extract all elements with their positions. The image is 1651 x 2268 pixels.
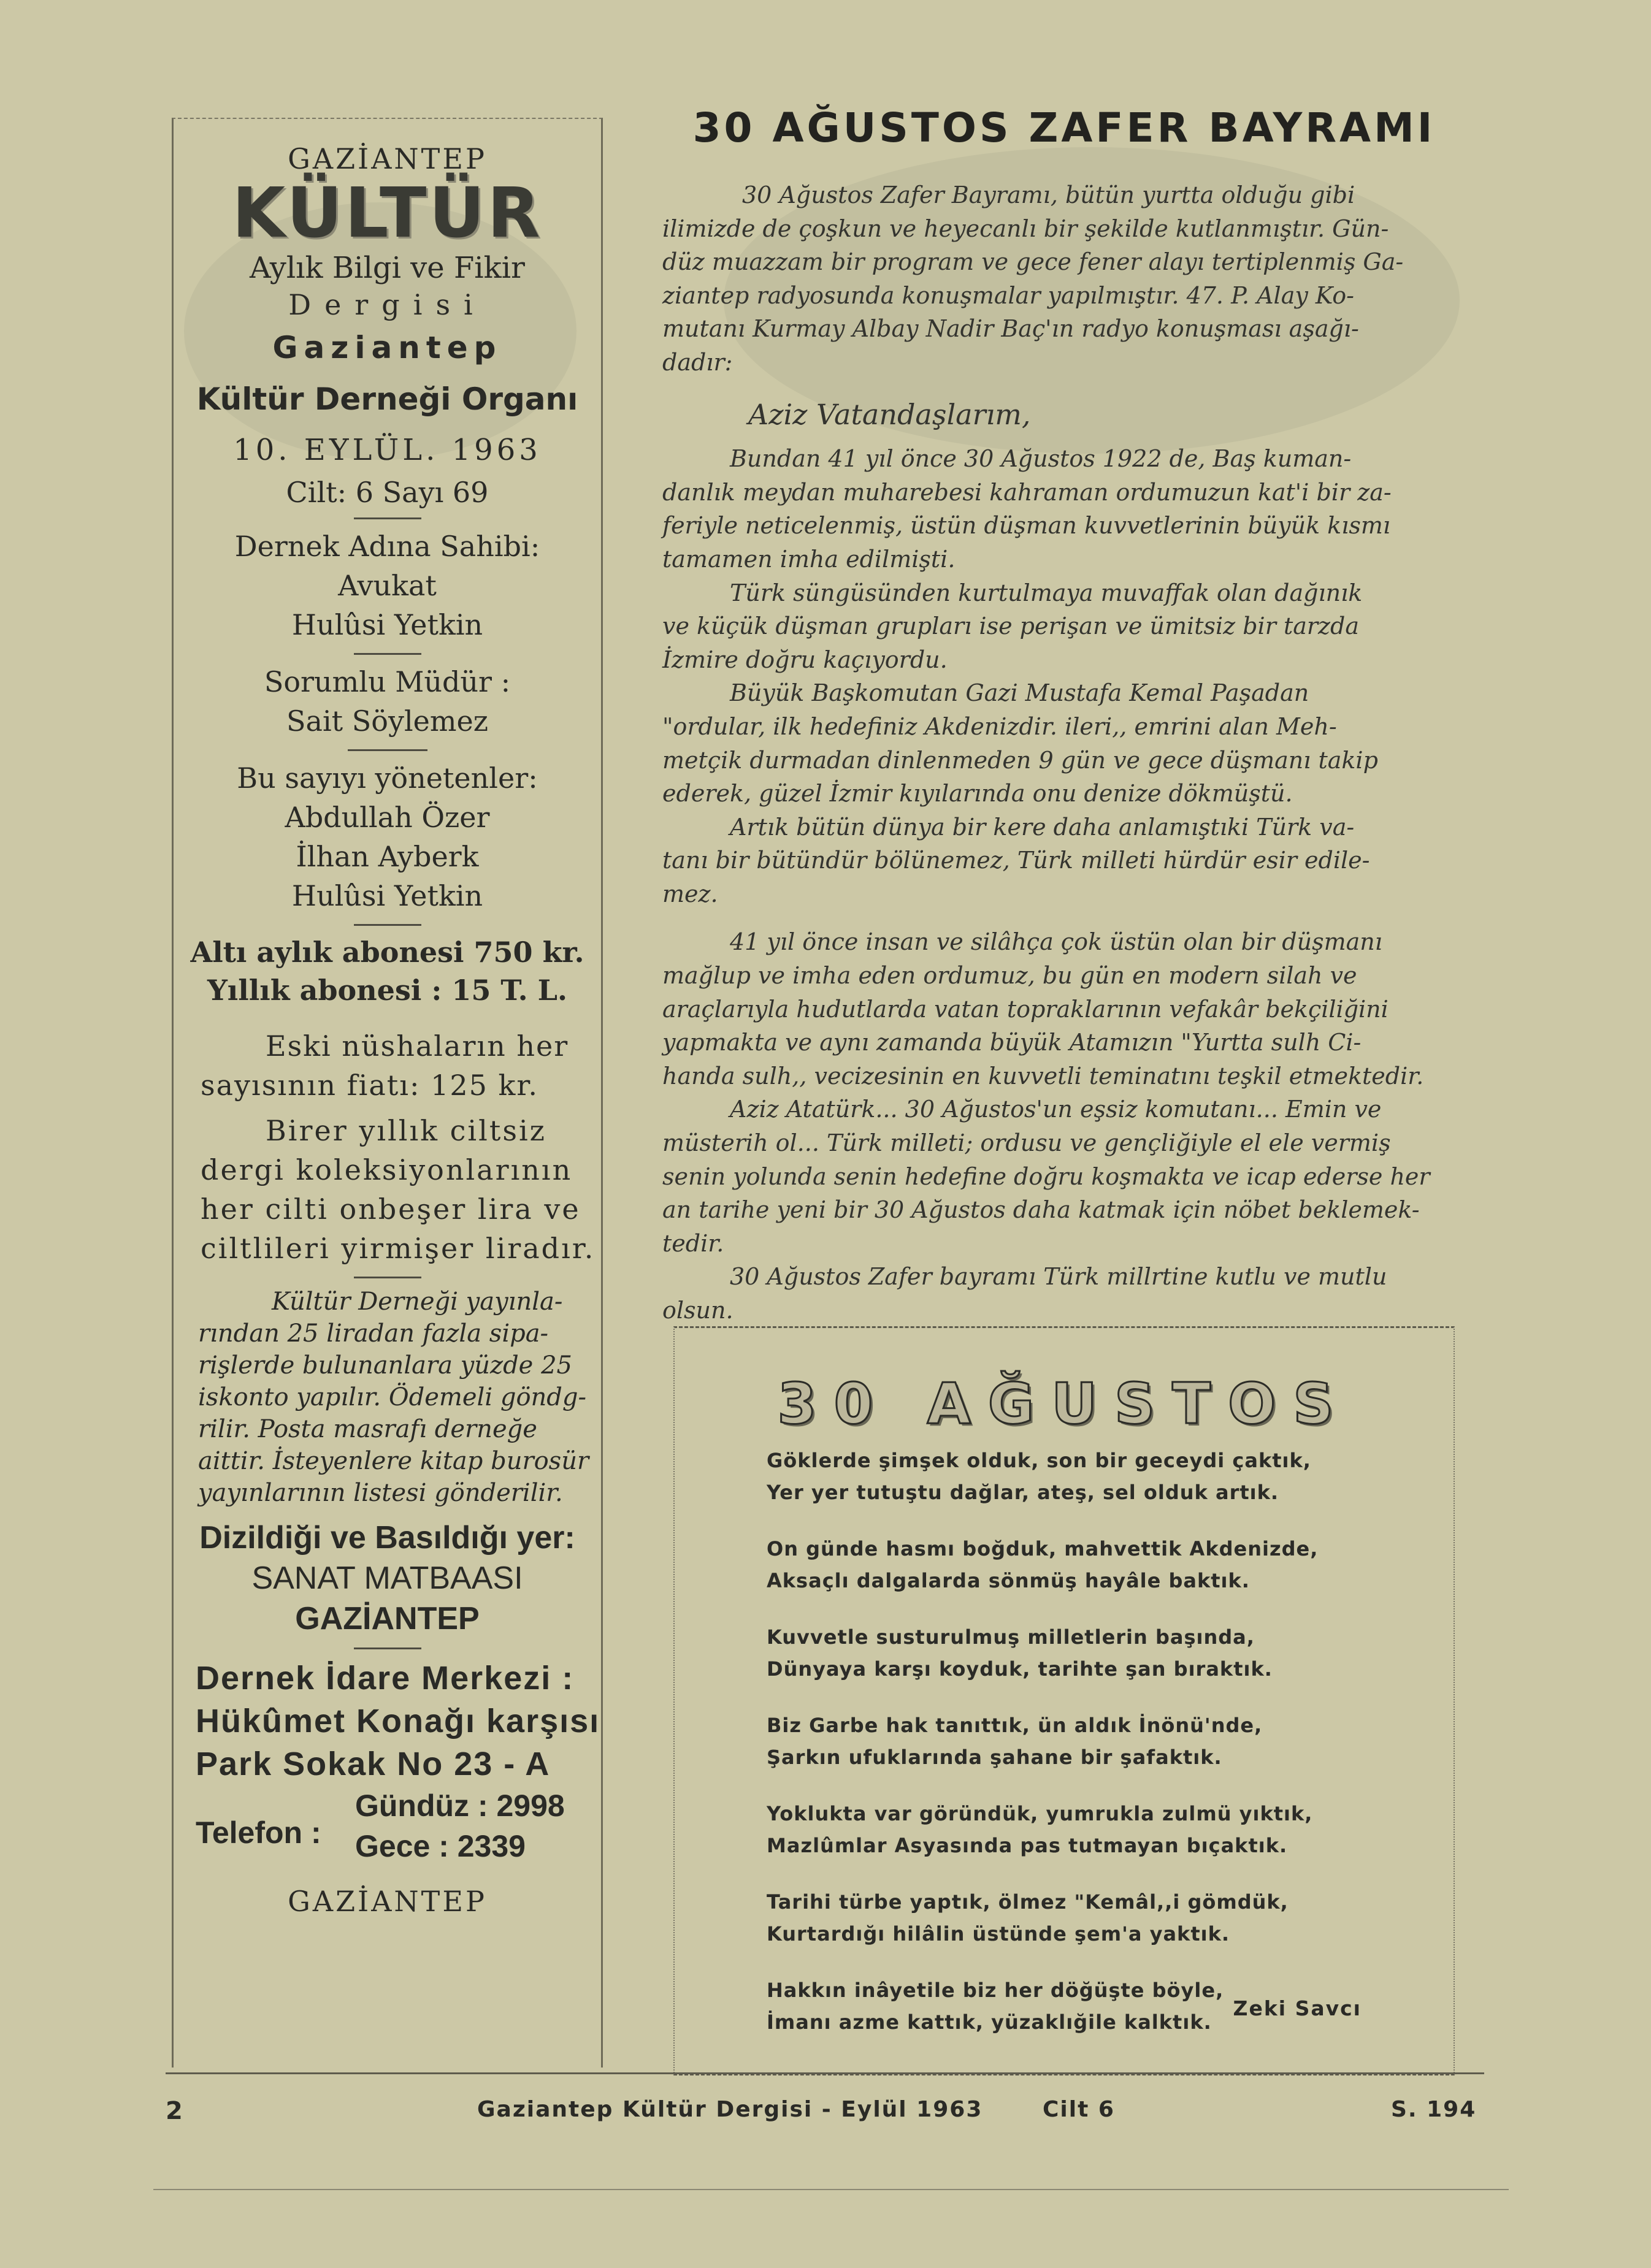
poem-box <box>673 1326 1455 2075</box>
masthead-column <box>172 118 603 2068</box>
divider <box>354 924 421 926</box>
subscription-6-months: Altı aylık abonesi 750 kr. <box>190 936 584 969</box>
page-number: 2 <box>166 2097 184 2125</box>
subscription-yearly: Yıllık abonesi : 15 T. L. <box>207 974 568 1007</box>
article-line: danlık meydan muharebesi kahraman ordumuzun kat'i bir za- <box>662 478 1392 506</box>
article-line: dadır: <box>662 348 733 376</box>
divider <box>354 653 421 655</box>
article-line: ederek, güzel İzmir kıyılarında onu denize dökmüştü. <box>662 780 1293 808</box>
poem-line: Mazlûmlar Asyasında pas tutmayan bıçaktık. <box>767 1834 1288 1857</box>
poem-title: 30 AĞUSTOS <box>777 1371 1351 1437</box>
divider <box>354 1648 421 1649</box>
article-line: 41 yıl önce insan ve silâhça çok üstün olan bir düşmanı <box>730 928 1382 956</box>
article-line: Büyük Başkomutan Gazi Mustafa Kemal Paşadan <box>730 679 1309 707</box>
footer-divider <box>166 2072 1484 2074</box>
poem-line: Aksaçlı dalgalarda sönmüş hayâle baktık. <box>767 1569 1250 1592</box>
footer-bottom-line <box>153 2189 1509 2190</box>
article-salutation: Aziz Vatandaşlarım, <box>748 397 1031 431</box>
article-line: Bundan 41 yıl önce 30 Ağustos 1922 de, Baş kuman- <box>730 445 1352 473</box>
divider <box>354 517 421 519</box>
editor-name: Hulûsi Yetkin <box>291 879 483 912</box>
article-line: Artık bütün dünya bir kere daha anlamıştıki Türk va- <box>730 813 1355 841</box>
phone-night: Gece : 2339 <box>355 1829 526 1863</box>
publications-note-line: rişlerde bulunanlara yüzde 25 <box>198 1351 572 1380</box>
footer-city: GAZİANTEP <box>288 1885 487 1918</box>
poem-line: İmanı azme kattık, yüzaklığile kalktık. <box>767 2010 1212 2034</box>
footer-volume: Cilt 6 <box>1043 2097 1115 2122</box>
poem-stanza <box>767 1533 1318 1597</box>
article-line: ilimizde de çoşkun ve heyecanlı bir şekilde kutlanmıştır. Gün- <box>662 215 1389 242</box>
footer-page-ref: S. 194 <box>1391 2097 1477 2122</box>
publications-note-line: iskonto yapılır. Ödemeli göndg- <box>198 1383 587 1411</box>
masthead-city-spaced: Gaziantep <box>272 330 502 365</box>
poem-line: Tarihi türbe yaptık, ölmez "Kemâl,,i gömdük, <box>767 1890 1289 1914</box>
phone-day: Gündüz : 2998 <box>355 1789 565 1823</box>
article-line: mez. <box>662 880 718 907</box>
divider <box>348 749 427 751</box>
address-line: Hükûmet Konağı karşısı <box>196 1703 600 1739</box>
poem-stanza <box>767 1445 1318 1508</box>
phone-label: Telefon : <box>196 1816 321 1850</box>
address-line: Park Sokak No 23 - A <box>196 1746 551 1782</box>
printer-label: Dizildiği ve Basıldığı yer: <box>199 1520 575 1556</box>
address-line: Dernek İdare Merkezi : <box>196 1660 575 1697</box>
article-line: müsterih ol... Türk milleti; ordusu ve gençliğiyle el ele vermiş <box>662 1129 1391 1157</box>
publications-note-line: yayınlarının listesi gönderilir. <box>198 1479 563 1507</box>
collections-line: ciltlileri yirmişer liradır. <box>201 1232 596 1265</box>
poem-stanza <box>767 1798 1318 1861</box>
masthead-logo: KÜLTÜR <box>232 174 543 253</box>
article-line: tamamen imha edilmişti. <box>662 545 956 573</box>
poem-line: Biz Garbe hak tanıttık, ün aldık İnönü'nde, <box>767 1714 1263 1737</box>
manager-label: Sorumlu Müdür : <box>264 665 511 698</box>
article-line: yapmakta ve aynı zamanda büyük Atamızın "Yurtta sulh Ci- <box>662 1029 1362 1056</box>
article-line: Aziz Atatürk... 30 Ağustos'un eşsiz komutanı... Emin ve <box>730 1096 1382 1123</box>
poem-line: Şarkın ufuklarında şahane bir şafaktık. <box>767 1746 1222 1769</box>
publications-note-line: Kültür Derneği yayınla- <box>272 1288 563 1316</box>
collections-line: Birer yıllık ciltsiz <box>266 1114 546 1147</box>
article-line: İzmire doğru kaçıyordu. <box>662 646 948 673</box>
poem-line: Hakkın inâyetile biz her döğüşte böyle, <box>767 1979 1224 2002</box>
article-line: mağlup ve imha eden ordumuz, bu gün en modern silah ve <box>662 962 1357 990</box>
poem-stanza <box>767 1709 1318 1773</box>
article-line: tanı bir bütündür bölünemez, Türk milleti hürdür esir edile- <box>662 847 1370 874</box>
masthead-dergisi: Dergisi <box>288 288 486 321</box>
publications-note-line: rından 25 liradan fazla sipa- <box>198 1319 549 1348</box>
article-line: olsun. <box>662 1297 734 1324</box>
article-column <box>662 104 1466 1327</box>
article-line: feriyle neticelenmiş, üstün düşman kuvvetlerinin büyük kısmı <box>662 512 1391 540</box>
issue-date: 10. EYLÜL. 1963 <box>233 433 542 467</box>
printer-city: GAZİANTEP <box>295 1601 480 1636</box>
poem-stanza <box>767 1621 1318 1685</box>
old-issues-line: Eski nüshaların her <box>266 1029 569 1063</box>
poem-line: Göklerde şimşek olduk, son bir geceydi çaktık, <box>767 1449 1311 1472</box>
editor-name: Abdullah Özer <box>285 801 490 834</box>
collections-line: dergi koleksiyonlarının <box>201 1153 573 1186</box>
poem-author: Zeki Savcı <box>1233 1996 1362 2020</box>
poem-line: Yer yer tutuştu dağlar, ateş, sel olduk artık. <box>767 1481 1279 1504</box>
owner-name: Hulûsi Yetkin <box>291 608 483 641</box>
article-line: an tarihe yeni bir 30 Ağustos daha katmak için nöbet beklemek- <box>662 1196 1420 1224</box>
poem-line: Kuvvetle susturulmuş milletlerin başında, <box>767 1625 1255 1649</box>
article-line: ve küçük düşman grupları ise perişan ve ümitsiz bir tarzda <box>662 613 1360 640</box>
old-issues-line: sayısının fiatı: 125 kr. <box>201 1069 538 1102</box>
article-line: handa sulh,, vecizesinin en kuvvetli teminatını teşkil etmektedir. <box>662 1062 1424 1090</box>
article-line: metçik durmadan dinlenmeden 9 gün ve gece düşmanı takip <box>662 746 1378 774</box>
editor-name: İlhan Ayberk <box>296 840 479 873</box>
article-line: ziantep radyosunda konuşmalar yapılmıştır. 47. P. Alay Ko- <box>662 281 1354 309</box>
article-line: Türk süngüsünden kurtulmaya muvaffak olan dağınık <box>730 579 1363 606</box>
poem-stanza <box>767 1886 1318 1950</box>
owner-title: Avukat <box>338 569 437 602</box>
masthead-city: GAZİANTEP <box>288 142 487 175</box>
collections-line: her cilti onbeşer lira ve <box>201 1193 581 1226</box>
publications-note-line: aittir. İsteyenlere kitap burosür <box>198 1447 589 1475</box>
manager-name: Sait Söylemez <box>286 704 488 738</box>
poem-line: On günde hasmı boğduk, mahvettik Akdenizde, <box>767 1537 1319 1560</box>
article-body <box>662 178 1466 1327</box>
poem-stanzas <box>767 1445 1318 2063</box>
article-line: senin yolunda senin hedefine doğru koşmakta ve icap ederse her <box>662 1163 1430 1190</box>
article-line: araçlarıyla hudutlarda vatan topraklarının vefakâr bekçiliğini <box>662 995 1389 1023</box>
owner-label: Dernek Adına Sahibi: <box>234 530 540 563</box>
article-line: düz muazzam bir program ve gece fener alayı tertiplenmiş Ga- <box>662 248 1404 276</box>
phone-block <box>174 1788 601 1868</box>
article-line: 30 Ağustos Zafer Bayramı, bütün yurtta olduğu gibi <box>742 181 1355 208</box>
article-headline: 30 AĞUSTOS ZAFER BAYRAMI <box>692 104 1436 151</box>
article-line: "ordular, ilk hedefiniz Akdenizdir. ileri,, emrini alan Meh- <box>662 712 1337 740</box>
poem-line: Yoklukta var göründük, yumrukla zulmü yıktık, <box>767 1802 1313 1825</box>
divider <box>354 1277 421 1278</box>
publications-note-line: rilir. Posta masrafı derneğe <box>198 1415 537 1443</box>
printer-name: SANAT MATBAASI <box>251 1560 523 1596</box>
footer-magazine: Gaziantep Kültür Dergisi - Eylül 1963 <box>477 2097 983 2122</box>
poem-line: Dünyaya karşı koyduk, tarihte şan bıraktık. <box>767 1657 1273 1681</box>
masthead-organ: Kültür Derneği Organı <box>196 381 578 417</box>
article-line: mutanı Kurmay Albay Nadir Baç'ın radyo konuşması aşağı- <box>662 315 1359 343</box>
article-line: tedir. <box>662 1229 724 1257</box>
masthead-subtitle: Aylık Bilgi ve Fikir <box>249 251 525 285</box>
issue-volume: Cilt: 6 Sayı 69 <box>286 476 489 509</box>
poem-line: Kurtardığı hilâlin üstünde şem'a yaktık. <box>767 1922 1230 1945</box>
article-line: 30 Ağustos Zafer bayramı Türk millrtine kutlu ve mutlu <box>730 1263 1387 1291</box>
editors-label: Bu sayıyı yönetenler: <box>237 762 538 795</box>
